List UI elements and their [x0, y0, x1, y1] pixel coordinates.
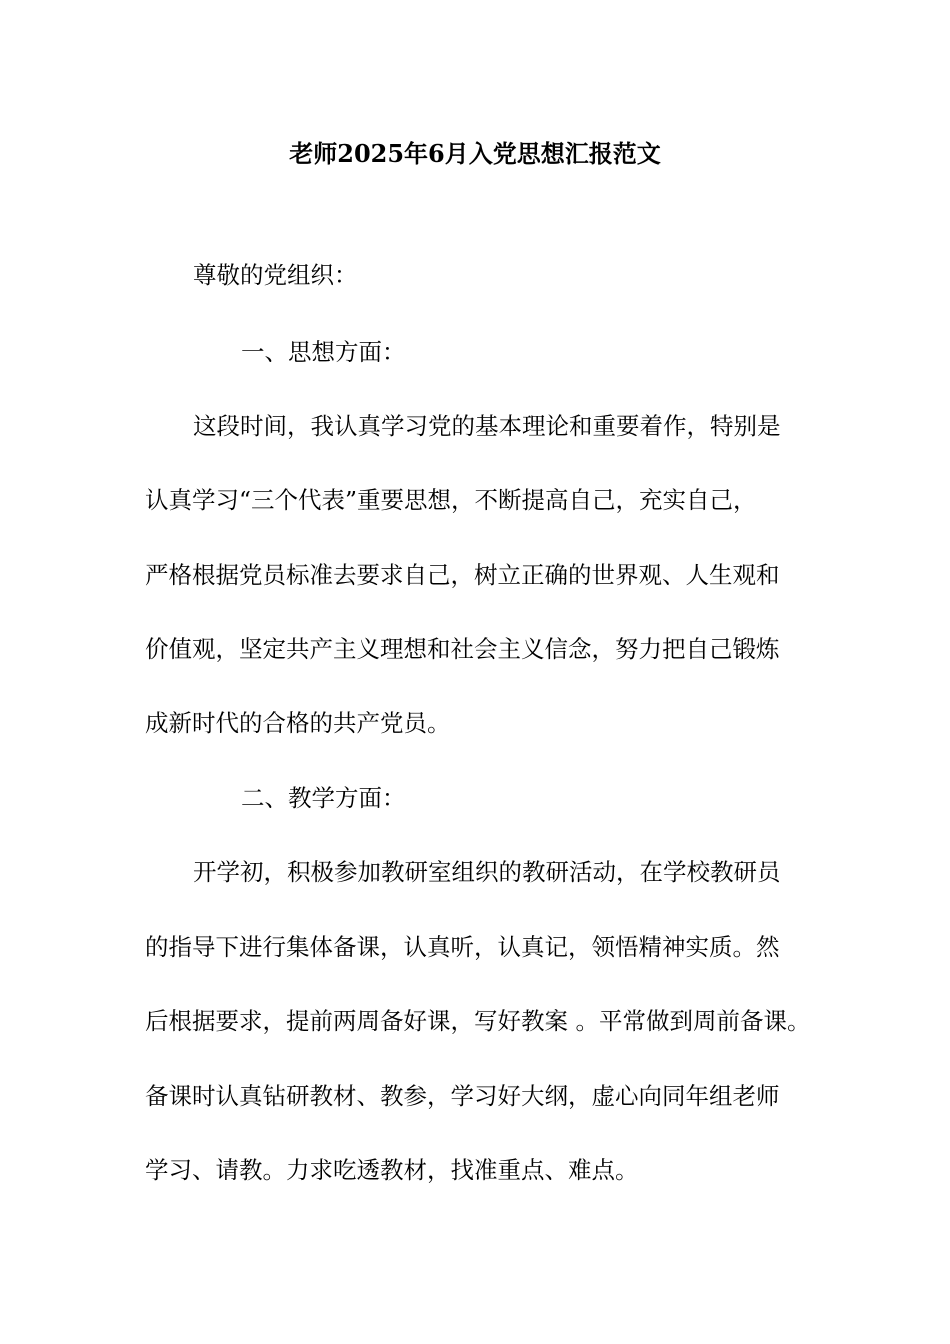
paragraph-line: 成新时代的合格的共产党员。 [145, 709, 451, 737]
paragraph-line: 价值观，坚定共产主义理想和社会主义信念，努力把自己锻炼 [145, 635, 780, 663]
salutation: 尊敬的党组织： [193, 261, 358, 289]
section-heading-thought: 一、思想方面： [241, 338, 406, 366]
paragraph-line: 这段时间，我认真学习党的基本理论和重要着作，特别是 [193, 412, 781, 440]
paragraph-line: 开学初，积极参加教研室组织的教研活动，在学校教研员 [193, 858, 781, 886]
paragraph-line: 严格根据党员标准去要求自己，树立正确的世界观、人生观和 [145, 561, 780, 589]
paragraph-line: 后根据要求，提前两周备好课，写好教案 。平常做到周前备课。 [145, 1007, 811, 1035]
paragraph-line: 备课时认真钻研教材、教参，学习好大纲，虚心向同年组老师 [145, 1082, 780, 1110]
document-title: 老师2025年6月入党思想汇报范文 [289, 139, 661, 168]
paragraph-line: 学习、请教。力求吃透教材，找准重点、难点。 [145, 1156, 639, 1184]
paragraph-line: 认真学习“三个代表”重要思想，不断提高自己，充实自己， [145, 486, 757, 514]
section-heading-teaching: 二、教学方面： [241, 784, 406, 812]
paragraph-line: 的指导下进行集体备课，认真听，认真记，领悟精神实质。然 [145, 933, 780, 961]
